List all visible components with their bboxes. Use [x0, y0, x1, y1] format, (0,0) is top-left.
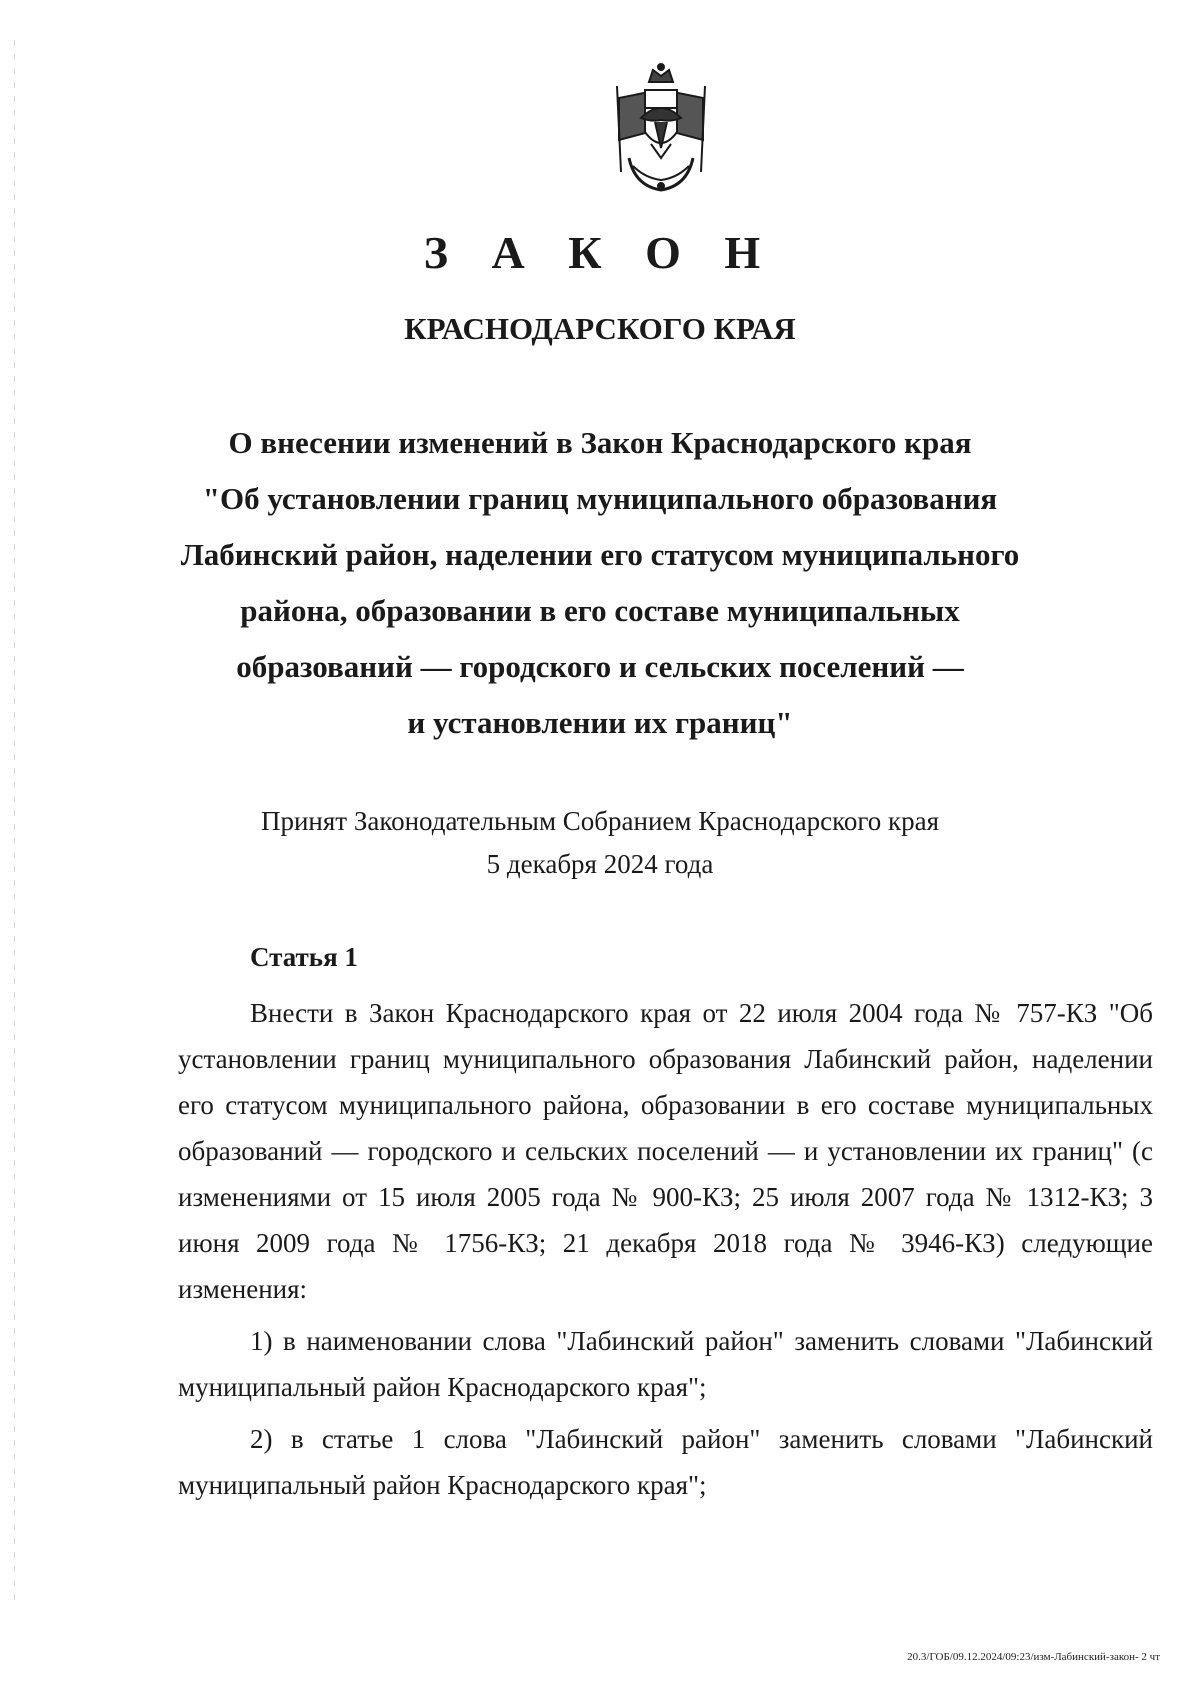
document-subtitle: КРАСНОДАРСКОГО КРАЯ	[404, 311, 796, 346]
law-name-line: О внесении изменений в Закон Краснодарского края	[228, 425, 972, 460]
law-name-line: района, образовании в его составе муниципальных	[240, 593, 960, 628]
article-paragraph: 2) в статье 1 слова "Лабинский район" заменить словами "Лабинский муниципальный район Краснодарского края";	[178, 1424, 1153, 1500]
document-title: З А К О Н	[423, 227, 777, 278]
article-paragraph: Внести в Закон Краснодарского края от 22 июля 2004 года № 757-КЗ "Об установлении границ муниципального образования Лабинский район, наделении его статусом муниципального района, образовании в его составе муниципальных образований — городского и сельских поселений — и установлении их границ" (с изменениями от 15 июля 2005 года № 900-КЗ; 25 июля 2007 года № 1312-КЗ; 3 июня 2009 года № 1756-КЗ; 21 декабря 2018 года № 3946-КЗ) следующие изменения:	[178, 998, 1153, 1304]
article-heading: Статья 1	[250, 942, 358, 972]
law-name-line: Лабинский район, наделении его статусом муниципального	[180, 537, 1020, 572]
adoption-date: 5 декабря 2024 года	[486, 849, 714, 879]
footer-document-code: 20.3/ГОБ/09.12.2024/09:23/изм-Лабинский-закон- 2 чт	[907, 1651, 1160, 1663]
law-name-line: образований — городского и сельских поселений —	[236, 649, 964, 684]
coat-of-arms-icon	[605, 62, 717, 194]
article-body	[178, 990, 1153, 1508]
law-name-line: и установлении их границ"	[407, 705, 793, 740]
adoption-body: Принят Законодательным Собранием Краснодарского края	[260, 806, 940, 836]
law-name-line: "Об установлении границ муниципального образования	[202, 481, 998, 516]
article-paragraph: 1) в наименовании слова "Лабинский район" заменить словами "Лабинский муниципальный район Краснодарского края";	[178, 1326, 1153, 1402]
adoption-note	[150, 800, 1050, 886]
law-name	[150, 415, 1050, 751]
